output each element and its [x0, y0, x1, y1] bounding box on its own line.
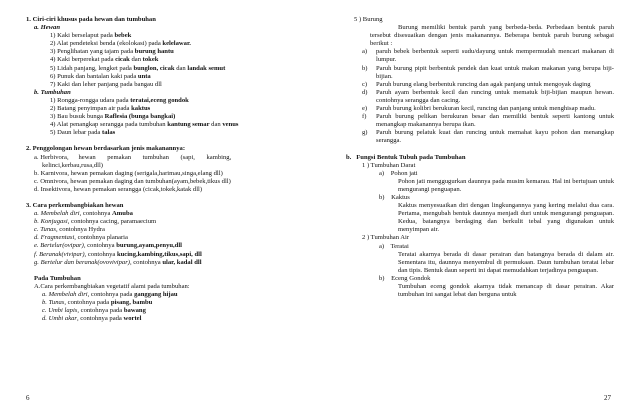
list-item [346, 48, 614, 64]
list-item-cont: kelinci,kerbau,rusa,dll) [42, 161, 103, 169]
list-item: 4) Kaki berperekat pada cicak dan tokek [50, 56, 159, 64]
heading-pada-tumbuhan: Pada Tumbuhan [34, 274, 81, 282]
heading-cara-hewan: 3. Cara perkembangbiakan hewan [26, 201, 124, 209]
right-page [346, 16, 614, 299]
list-item: 5) Daun lebar pada talas [50, 129, 116, 137]
list-item [346, 81, 614, 89]
list-item: 4) Alat penangkap serangga pada tumbuhan kantung semar dan venus [50, 121, 239, 129]
heading-ciri-khusus: 1. Ciri-ciri khusus pada hewan dan tumbuhan [26, 16, 156, 23]
list-tumbuhan [26, 97, 294, 137]
text-kaktus: Kaktus menyesuaikan diri dengan lingkungannya yang kering melalui dua cara. Pertama, mengubah bentuk daunnya menjadi duri untuk mengurangi penguapan. Kedua, batangnya berdaging dan berkulit tebal yang digunakan untuk menyimpan air. [398, 202, 614, 234]
list-item-text: paruh bebek berbentuk seperti sudu/dayung untuk mempermudah mencari makanan di lumpur. [376, 48, 614, 64]
list-item-label: b) [362, 64, 368, 72]
list-item: a. Herbivora, hewan pemakan tumbuhan (sapi, kambing, [34, 153, 232, 161]
heading-burung: 5 ) Burung [354, 16, 383, 23]
list-item: 6) Punuk dan bantalan kaki pada unta [50, 72, 151, 80]
list-item: 1) Rongga-rongga udara pada teratai,eceng gondok [50, 96, 189, 104]
list-item [346, 129, 614, 145]
list-item: 1) Kaki berselaput pada bebek [50, 32, 132, 40]
list-item: f. Beranak(vivipar), contohnya kucing,kambing,tikus,sapi, dll [34, 250, 202, 258]
list-item: c. Tunas, contohnya Hydra [34, 226, 105, 234]
item-teratai: a) Teratai [379, 242, 409, 250]
list-item: g. Bertelur dan beranak(ovovivipar), contohnya ular, kadal dll [34, 258, 202, 266]
subheading-tumbuhan-darat: 1 ) Tumbuhan Darat [362, 161, 416, 169]
list-item: a. Membelah diri, contohnya Amuba [34, 210, 133, 218]
list-item-text: Paruh burung pipit berbentuk pendek dan kuat untuk makan makanan yang berupa biji-bijian. [376, 64, 614, 80]
list-item: b. Konjugasi, contohnya cacing, paramaecium [34, 218, 157, 226]
list-item-text: Paruh burung pelatuk kuat dan runcing untuk memahat kayu pohon dan menangkap serangga. [376, 129, 614, 145]
list-item: b. Tunas, contohnya pada pisang, bambu [42, 299, 153, 306]
list-item: 2) Alat pendeteksi benda (ekolokasi) pada kelelawar. [50, 40, 191, 48]
list-item-label: d) [362, 88, 368, 96]
list-item-text: Paruh burung elang berbentuk runcing dan agak panjang untuk mengoyak daging [376, 80, 591, 88]
text-eceng-gondok: Tumbuhan eceng gondok akarnya tidak menancap di dasar perairan. Akar tumbuhan ini sangat lebat dan berguna untuk [398, 283, 614, 299]
page-number-right: 27 [604, 394, 611, 402]
item-pohon-jati: a) Pohon jati [379, 169, 418, 177]
list-item: d. Umbi akar, contohnya pada wortel [42, 315, 142, 323]
list-item: 2) Batang penyimpan air pada kaktus [50, 105, 151, 113]
list-hewan [26, 32, 294, 89]
list-item: 3) Penglihatan yang tajam pada burung hantu [50, 48, 174, 56]
list-item-label: f) [362, 113, 367, 121]
list-item-label: a) [362, 48, 368, 56]
list-item: d. Insektivora, hewan pemakan serangga (cicak,tokek,katak dll) [34, 185, 203, 193]
list-item: 3) Bau busuk bunga Raflesia (bunga bangkai) [50, 113, 176, 121]
list-item-text: Paruh burung kolibri berukuran kecil, runcing dan panjang untuk menghisap madu. [376, 105, 596, 113]
item-kaktus: b) Kaktus [379, 193, 410, 201]
list-item: 5) Lidah panjang, lengket pada bunglon, cicak dan landak semut [50, 64, 226, 72]
paragraph-burung: Burung memiliki bentuk paruh yang berbeda-beda. Perbedaan bentuk paruh tersebut disesuaikan dengan jenis makanannya. Beberapa bentuk paruh burung sebagai berikut : [370, 24, 614, 48]
list-item: c. Umbi lapis, contohnya pada bawang [42, 307, 146, 315]
list-item-label: g) [362, 129, 368, 137]
list-item [346, 65, 614, 81]
heading-fungsi-bentuk: b. Fungsi Bentuk Tubuh pada Tumbuhan [346, 153, 466, 161]
list-item-text: Paruh burung pelikan berukuran besar dan memiliki bentuk seperti kantong untuk menangkap makanannya berupa ikan. [376, 113, 614, 129]
text-teratai: Teratai akarnya berada di dasar perairan dan batangnya berada di dalam air. Sementara itu, daunnya menyembul di permukaan. Daun tumbuhan teratai lebar dan tipis. Bentuk daun seperti ini dapat memudahkan terjadinya penguapan. [398, 250, 614, 274]
subheading-vegetatif: A.Cara perkembangbiakan vegetatif alami pada tumbuhan: [34, 282, 190, 290]
list-item: e. Bertelur(ovipar), contohnya burung,ayam,penyu,dll [34, 242, 183, 250]
list-item-label: c) [362, 80, 368, 88]
list-item: d. Fragmentasi, contohnya planaria [34, 234, 128, 242]
list-item [346, 113, 614, 129]
list-item [346, 105, 614, 113]
text-pohon-jati: Pohon jati menggugurkan daunnya pada musim kemarau. Hal ini bertujuan untuk mengurangi penguapan. [398, 177, 614, 193]
list-item: b. Karnivora, hewan pemakan daging (serigala,harimau,singa,elang dll) [34, 169, 223, 177]
list-item: a. Membelah diri, contohnya pada ganggang hijau [42, 290, 178, 298]
heading-penggolongan: 2. Penggolongan hewan berdasarkan jenis makanannya: [26, 145, 186, 153]
page-number-left: 6 [26, 394, 30, 402]
list-paruh [346, 48, 614, 145]
left-page [26, 16, 294, 323]
list-item: 7) Kaki dan leher panjang pada bangau dll [50, 80, 162, 88]
subheading-hewan: a. Hewan [34, 24, 61, 32]
list-item-text: Paruh ayam berbentuk kecil dan runcing untuk mematuk biji-bijian maupun hewan. contohnya serangga dan cacing. [376, 88, 614, 104]
list-item-label: e) [362, 105, 368, 113]
subheading-tumbuhan-air: 2 ) Tumbuhan Air [362, 234, 410, 242]
list-cara-hewan [26, 210, 294, 267]
item-eceng-gondok: b) Eceng Gondok [379, 274, 431, 282]
list-item [346, 89, 614, 105]
list-item: c. Omnivora, hewan pemakan daging dan tumbuhan(ayam,bebek,tikus dll) [34, 177, 231, 185]
list-vegetatif [26, 291, 294, 323]
subheading-tumbuhan: b. Tumbuhan [34, 88, 71, 96]
